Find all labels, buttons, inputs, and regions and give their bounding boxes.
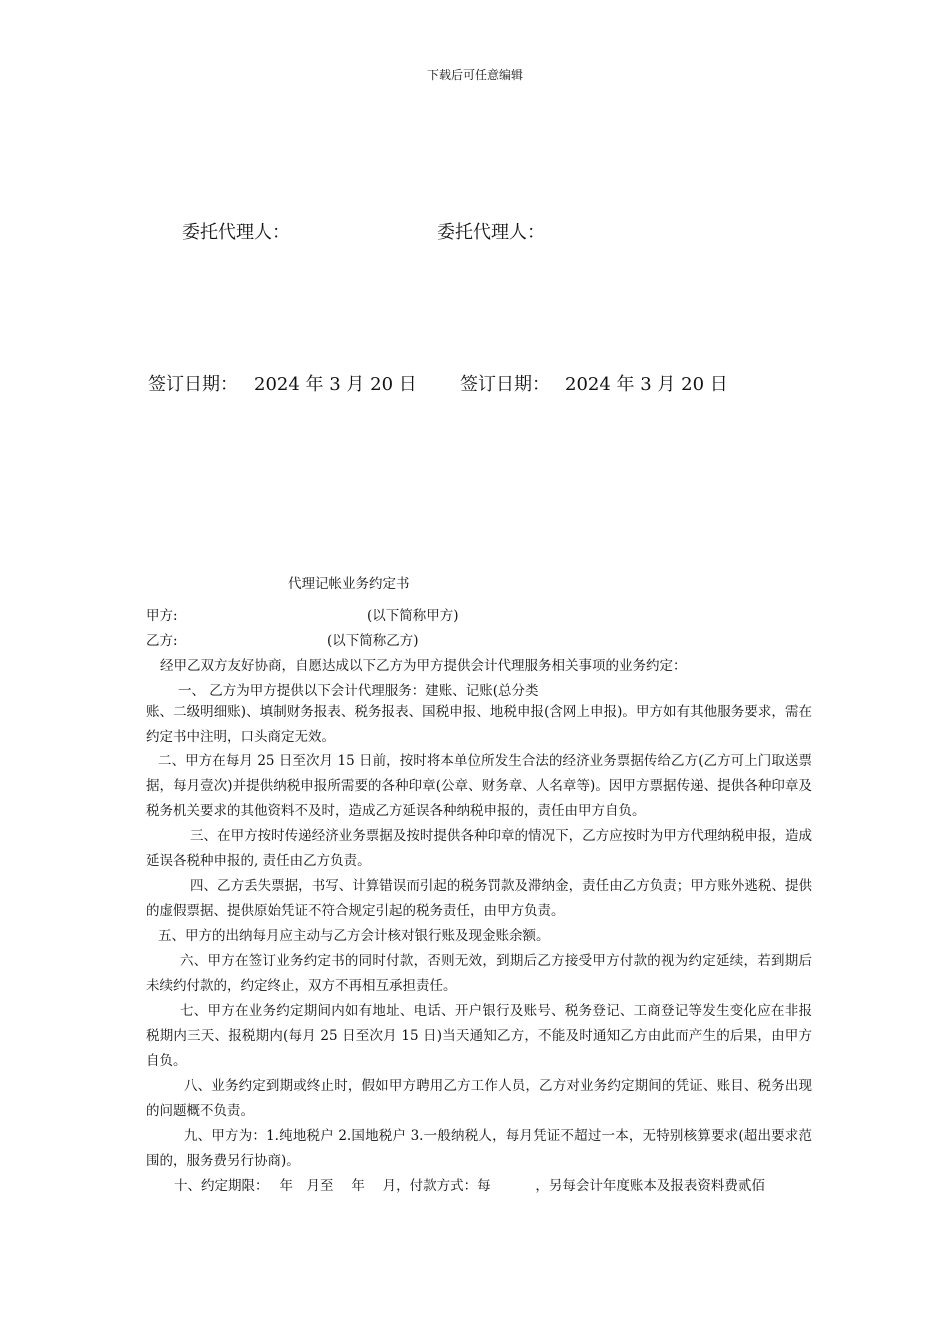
clause-7: 七、甲方在业务约定期间内如有地址、电话、开户银行及账号、税务登记、工商登记等发生变化应在非报税期内三天、报税期内(每月 25 日至次月 15 日)当天通知乙方，不能及时通知乙方由此而产生的后果，由甲方自负。 <box>146 1003 812 1069</box>
clause-1-rest: 账、二级明细账)、填制财务报表、税务报表、国税申报、地税申报(含网上申报)。甲方如有其他服务要求，需在约定书中注明，口头商定无效。 <box>146 704 812 745</box>
header-note: 下载后可任意编辑 <box>426 68 523 82</box>
sign-date-value-left: 2024 年 3 月 20 日 <box>254 374 417 395</box>
party-b-note: (以下简称乙方) <box>327 633 419 649</box>
clause-2: 二、甲方在每月 25 日至次月 15 日前，按时将本单位所发生合法的经济业务票据传给乙方(乙方可上门取送票据，每月壹次)并提供纳税申报所需要的各种印章(公章、财务章、人名章等)。因甲方票据传递、提供各种印章及税务机关要求的其他资料不及时，造成乙方延误各种纳税申报的，责任由甲方自负。 <box>146 753 812 819</box>
clause-3: 三、在甲方按时传递经济业务票据及按时提供各种印章的情况下，乙方应按时为甲方代理纳税申报，造成延误各税种申报的, 责任由乙方负责。 <box>146 828 812 869</box>
sign-date-label-left: 签订日期： <box>148 374 238 395</box>
party-a-label: 甲方: <box>146 608 178 624</box>
clause-4: 四、乙方丢失票据，书写、计算错误而引起的税务罚款及滞纳金，责任由乙方负责；甲方账外逃税、提供的虚假票据、提供原始凭证不符合规定引起的税务责任，由甲方负责。 <box>146 878 812 919</box>
agent-label-left: 委托代理人： <box>182 222 290 243</box>
agent-label-right: 委托代理人： <box>437 222 545 243</box>
clause-8: 八、业务约定到期或终止时，假如甲方聘用乙方工作人员，乙方对业务约定期间的凭证、账目、税务出现的问题概不负责。 <box>146 1078 812 1119</box>
party-a-note: (以下简称甲方) <box>367 608 459 624</box>
intro-paragraph: 经甲乙双方友好协商，自愿达成以下乙方为甲方提供会计代理服务相关事项的业务约定： <box>160 658 687 674</box>
sign-date-label-right: 签订日期： <box>460 374 550 395</box>
sign-date-value-right: 2024 年 3 月 20 日 <box>565 374 728 395</box>
clause-1-first-line: 一、 乙方为甲方提供以下会计代理服务：建账、记账(总分类 <box>178 683 539 699</box>
party-b-label: 乙方: <box>146 633 178 649</box>
document-title: 代理记帐业务约定书 <box>288 576 410 592</box>
clause-5: 五、甲方的出纳每月应主动与乙方会计核对银行账及现金账余额。 <box>158 928 550 944</box>
clause-9: 九、甲方为：1.纯地税户 2.国地税户 3.一般纳税人，每月凭证不超过一本，无特别核算要求(超出要求范围的，服务费另行协商)。 <box>146 1128 812 1169</box>
clause-10: 十、约定期限： 年 月至 年 月，付款方式：每 ，另每会计年度账本及报表资料费贰佰 <box>174 1178 765 1194</box>
clause-6: 六、甲方在签订业务约定书的同时付款，否则无效，到期后乙方接受甲方付款的视为约定延续，若到期后未续约付款的，约定终止，双方不再相互承担责任。 <box>146 953 812 994</box>
